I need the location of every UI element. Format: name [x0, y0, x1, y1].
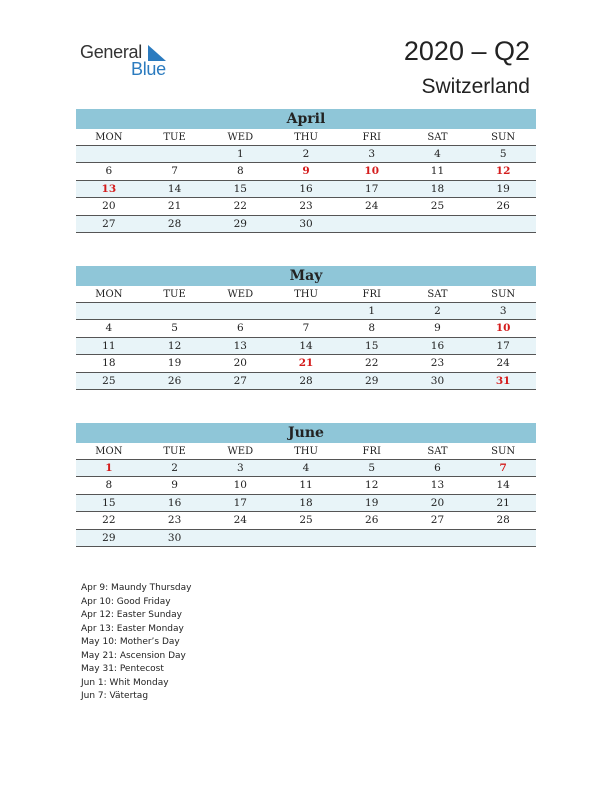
day-cell: 20: [102, 200, 116, 213]
day-cell: 22: [233, 200, 247, 213]
day-cell: 9: [171, 479, 178, 492]
day-cell: 25: [299, 514, 313, 527]
week-row: [76, 146, 536, 163]
day-cell: 16: [167, 496, 182, 509]
day-cell: 6: [236, 322, 244, 335]
day-cell: 29: [102, 531, 116, 544]
day-cell: 24: [365, 200, 379, 213]
day-cell: 20: [430, 496, 445, 509]
day-cell: 11: [299, 479, 313, 492]
day-cell: 17: [365, 182, 379, 195]
weekday-label: SUN: [491, 446, 516, 457]
week-row: [76, 338, 536, 355]
day-cell: [207, 530, 273, 546]
week-row: [76, 512, 536, 529]
week-row: [76, 477, 536, 494]
holiday-day-cell: 12: [495, 165, 511, 178]
weekday-label: WED: [227, 289, 254, 300]
day-cell: 18: [102, 357, 116, 370]
holiday-note: Apr 13: Easter Monday: [81, 623, 184, 634]
day-cell: 10: [233, 479, 247, 492]
month-may: [76, 266, 536, 390]
day-cell: [339, 530, 405, 546]
week-row: [76, 216, 536, 233]
week-row: [76, 373, 536, 390]
day-cell: 24: [233, 514, 247, 527]
weekday-label: TUE: [163, 446, 186, 457]
day-cell: 22: [102, 514, 116, 527]
day-cell: 30: [430, 374, 445, 387]
day-cell: [405, 216, 471, 232]
weekday-label: THU: [294, 289, 318, 300]
day-cell: [142, 146, 208, 162]
day-cell: 7: [302, 322, 310, 335]
day-cell: 2: [171, 462, 178, 474]
weekday-label: MON: [95, 446, 123, 457]
weekday-label: FRI: [362, 132, 381, 143]
day-cell: 3: [236, 462, 244, 474]
day-cell: 15: [365, 339, 379, 352]
day-cell: 5: [368, 462, 376, 474]
day-cell: 15: [102, 496, 116, 509]
holiday-note: Apr 10: Good Friday: [81, 596, 171, 607]
day-cell: 14: [167, 182, 182, 195]
day-cell: 15: [233, 182, 247, 195]
page-title: 2020 – Q2: [403, 36, 530, 66]
day-cell: 17: [496, 339, 510, 352]
day-cell: 5: [171, 322, 178, 335]
day-cell: 2: [434, 305, 441, 317]
holiday-day-cell: 9: [302, 165, 310, 178]
day-cell: 12: [167, 339, 182, 352]
day-cell: 28: [299, 374, 313, 387]
day-cell: 8: [105, 479, 113, 492]
day-cell: 30: [299, 217, 313, 230]
day-cell: [142, 303, 208, 319]
country-name: Switzerland: [421, 75, 530, 98]
day-cell: 25: [430, 200, 445, 213]
holiday-day-cell: 13: [101, 182, 117, 195]
week-row: [76, 198, 536, 215]
weekday-label: SAT: [427, 289, 448, 300]
weekday-label: MON: [95, 132, 123, 143]
day-cell: 21: [167, 200, 182, 213]
holiday-day-cell: 10: [364, 165, 380, 178]
week-row: [76, 303, 536, 320]
day-cell: 18: [430, 182, 445, 195]
day-cell: 19: [365, 496, 379, 509]
day-cell: 24: [496, 357, 510, 370]
day-cell: [76, 303, 142, 319]
holiday-day-cell: 7: [499, 462, 507, 474]
day-cell: 5: [499, 148, 507, 160]
day-cell: 19: [167, 357, 182, 370]
holiday-day-cell: 21: [298, 357, 314, 370]
holiday-note: Jun 1: Whit Monday: [81, 677, 169, 688]
day-cell: [207, 303, 273, 319]
day-cell: [470, 216, 536, 232]
day-cell: 12: [365, 479, 379, 492]
day-cell: 27: [233, 374, 247, 387]
month-title: June: [76, 423, 536, 443]
weekday-label: FRI: [362, 446, 381, 457]
day-cell: [405, 530, 471, 546]
day-cell: 3: [368, 148, 376, 160]
weekday-label: TUE: [163, 289, 186, 300]
week-row: [76, 460, 536, 477]
holiday-note: Jun 7: Vätertag: [81, 691, 149, 701]
day-cell: 18: [299, 496, 313, 509]
day-cell: 1: [368, 305, 376, 317]
weekday-label: SAT: [427, 446, 448, 457]
day-cell: 8: [236, 165, 244, 178]
weekday-label: WED: [227, 132, 254, 143]
holiday-note: May 10: Mother’s Day: [81, 637, 180, 647]
day-cell: 21: [496, 496, 510, 509]
day-cell: [273, 303, 339, 319]
week-row: [76, 530, 536, 547]
day-cell: 13: [233, 339, 247, 352]
month-title: April: [76, 109, 536, 129]
weekday-label: SAT: [427, 132, 448, 143]
day-cell: [339, 216, 405, 232]
day-cell: 3: [499, 305, 507, 317]
day-cell: 29: [233, 217, 247, 230]
day-cell: 14: [299, 339, 313, 352]
day-cell: 2: [302, 148, 310, 160]
day-cell: [76, 146, 142, 162]
weekday-label: SUN: [491, 289, 516, 300]
day-cell: 4: [105, 322, 113, 335]
generalblue-logo: [80, 42, 180, 82]
day-cell: 8: [368, 322, 376, 335]
holiday-day-cell: 1: [105, 462, 113, 474]
day-cell: 22: [365, 357, 379, 370]
day-cell: 26: [496, 200, 510, 213]
day-cell: 16: [430, 339, 445, 352]
weekday-label: THU: [294, 446, 318, 457]
day-cell: 6: [105, 165, 113, 178]
day-cell: [273, 530, 339, 546]
weekday-label: SUN: [491, 132, 516, 143]
day-cell: 29: [365, 374, 379, 387]
day-cell: 20: [233, 357, 247, 370]
weekday-label: THU: [294, 132, 318, 143]
week-row: [76, 495, 536, 512]
holiday-note: Apr 12: Easter Sunday: [81, 610, 182, 620]
day-cell: [470, 530, 536, 546]
day-cell: 14: [496, 479, 510, 492]
weekday-header-row: [76, 286, 536, 303]
day-cell: 9: [434, 322, 441, 335]
day-cell: 25: [102, 374, 116, 387]
day-cell: 1: [236, 148, 244, 160]
day-cell: 13: [430, 479, 445, 492]
weekday-header-row: [76, 443, 536, 460]
weekday-label: WED: [227, 446, 254, 457]
holiday-note: May 21: Ascension Day: [81, 650, 186, 661]
day-cell: 23: [299, 200, 313, 213]
day-cell: 17: [233, 496, 247, 509]
day-cell: 28: [167, 217, 182, 230]
weekday-label: MON: [95, 289, 123, 300]
day-cell: 16: [299, 182, 313, 195]
day-cell: 6: [434, 462, 441, 474]
day-cell: 26: [167, 374, 182, 387]
holiday-note: Apr 9: Maundy Thursday: [81, 583, 192, 593]
day-cell: 19: [496, 182, 510, 195]
holiday-list: [81, 582, 192, 704]
holiday-day-cell: 10: [495, 322, 511, 335]
week-row: [76, 355, 536, 372]
day-cell: 27: [102, 217, 116, 230]
month-june: [76, 423, 536, 547]
holiday-note: May 31: Pentecost: [81, 664, 164, 674]
month-title: May: [76, 266, 536, 286]
week-row: [76, 320, 536, 337]
day-cell: 30: [167, 531, 182, 544]
logo-word-blue: Blue: [131, 59, 166, 79]
day-cell: 23: [430, 357, 445, 370]
day-cell: 27: [430, 514, 445, 527]
weekday-header-row: [76, 129, 536, 146]
month-april: [76, 109, 536, 233]
week-row: [76, 181, 536, 198]
day-cell: 4: [302, 462, 310, 474]
day-cell: 28: [496, 514, 510, 527]
week-row: [76, 163, 536, 180]
day-cell: 4: [434, 148, 441, 160]
day-cell: 23: [167, 514, 182, 527]
day-cell: 11: [430, 165, 445, 178]
logo-word-general: General: [80, 42, 142, 62]
weekday-label: TUE: [163, 132, 186, 143]
holiday-day-cell: 31: [495, 374, 511, 387]
day-cell: 7: [171, 165, 178, 178]
day-cell: 26: [365, 514, 379, 527]
day-cell: 11: [102, 339, 116, 352]
weekday-label: FRI: [362, 289, 381, 300]
